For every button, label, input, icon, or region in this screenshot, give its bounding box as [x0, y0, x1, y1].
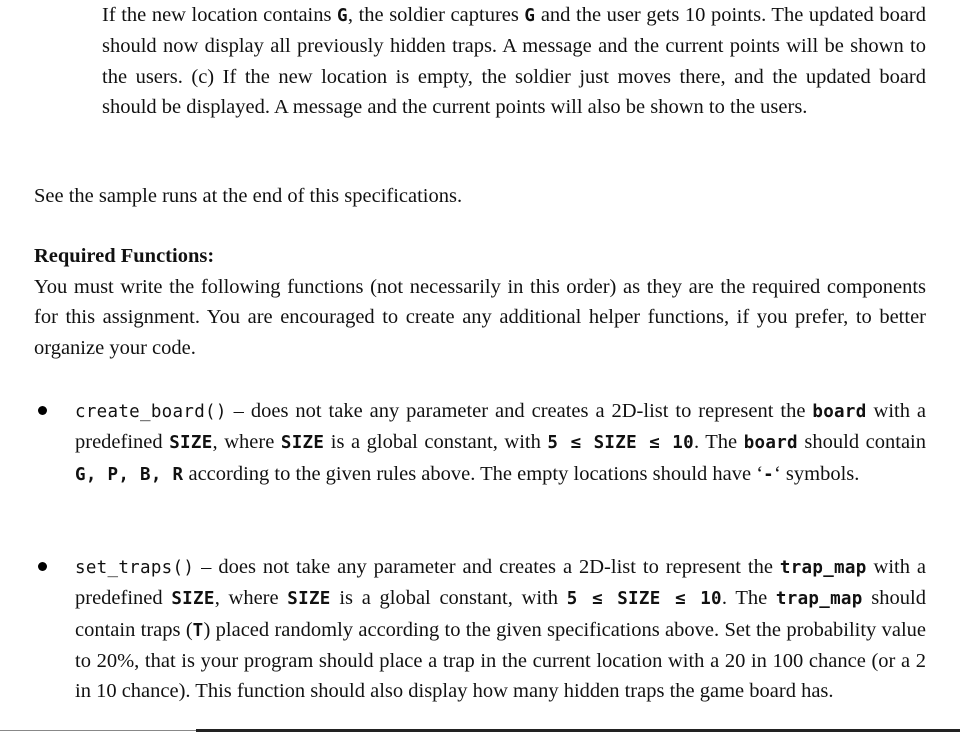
- function-name: create_board(): [75, 402, 227, 422]
- code-term: 5 ≤ SIZE ≤ 10: [566, 589, 722, 610]
- page-edge-rule: [196, 729, 960, 732]
- bullet-icon: [38, 406, 47, 415]
- function-text: ‘ symbols.: [773, 462, 860, 485]
- function-text: , where: [214, 587, 288, 610]
- function-item-set-traps: [75, 552, 926, 706]
- code-term: SIZE: [287, 589, 331, 610]
- code-g: G: [524, 6, 536, 26]
- function-text: with a predefined: [75, 400, 927, 454]
- code-term: -: [763, 464, 774, 485]
- section-heading: Required Functions:: [34, 245, 215, 267]
- item-c-paragraph: [102, 0, 926, 122]
- function-item-create-board: [75, 396, 926, 490]
- function-text: . The: [693, 431, 744, 454]
- function-text: should contain: [797, 431, 926, 454]
- function-text: should contain traps (: [75, 587, 926, 641]
- item-c-text-3: and the user gets 10 points. The updated board should now display all previously hidden traps. A message and the current points will be shown to the users. (c) If the new location is empty, the soldier just moves there, and the updated board should be displayed. A message and the current points will also be shown to the users.: [102, 4, 926, 118]
- function-text: – does not take any parameter and creates a 2D-list to represent the: [226, 400, 813, 422]
- code-g: G: [337, 6, 348, 26]
- code-term: trap_map: [779, 558, 867, 578]
- item-c-text-2: , the soldier captures: [347, 4, 525, 26]
- page-edge-line: [0, 730, 196, 731]
- function-text: according to the given rules above. The empty locations should have ‘: [183, 462, 764, 485]
- function-text: ) placed randomly according to the given specifications above. Set the probability value to 20%, that is your program should place a trap in the current location with a 20 in 100 chance (or a 2 in 10 chance). This function should also display how many hidden traps the game board has.: [75, 618, 926, 703]
- function-text: is a global constant, with: [330, 587, 567, 610]
- code-term: SIZE: [280, 433, 325, 454]
- function-name: set_traps(): [75, 558, 195, 578]
- code-term: G, P, B, R: [75, 464, 184, 485]
- code-term: SIZE: [169, 433, 213, 454]
- bullet-icon: [38, 562, 47, 571]
- code-term: board: [812, 402, 867, 422]
- code-term: SIZE: [171, 589, 215, 610]
- code-term: T: [192, 620, 204, 641]
- see-sample-text: See the sample runs at the end of this specifications.: [34, 185, 463, 207]
- code-term: trap_map: [775, 589, 863, 610]
- function-text: , where: [212, 431, 281, 454]
- item-c-text-1: If the new location contains: [102, 4, 338, 26]
- function-text: – does not take any parameter and creates a 2D-list to represent the: [194, 556, 780, 578]
- code-term: 5 ≤ SIZE ≤ 10: [547, 433, 694, 454]
- required-intro: You must write the following functions (not necessarily in this order) as they are the required components for this assignment. You are encouraged to create any additional helper functions, if you prefer, to better organize your code.: [34, 276, 926, 359]
- function-text: . The: [721, 587, 776, 610]
- function-text: with a predefined: [75, 556, 927, 610]
- function-text: is a global constant, with: [324, 431, 548, 454]
- code-term: board: [743, 433, 798, 454]
